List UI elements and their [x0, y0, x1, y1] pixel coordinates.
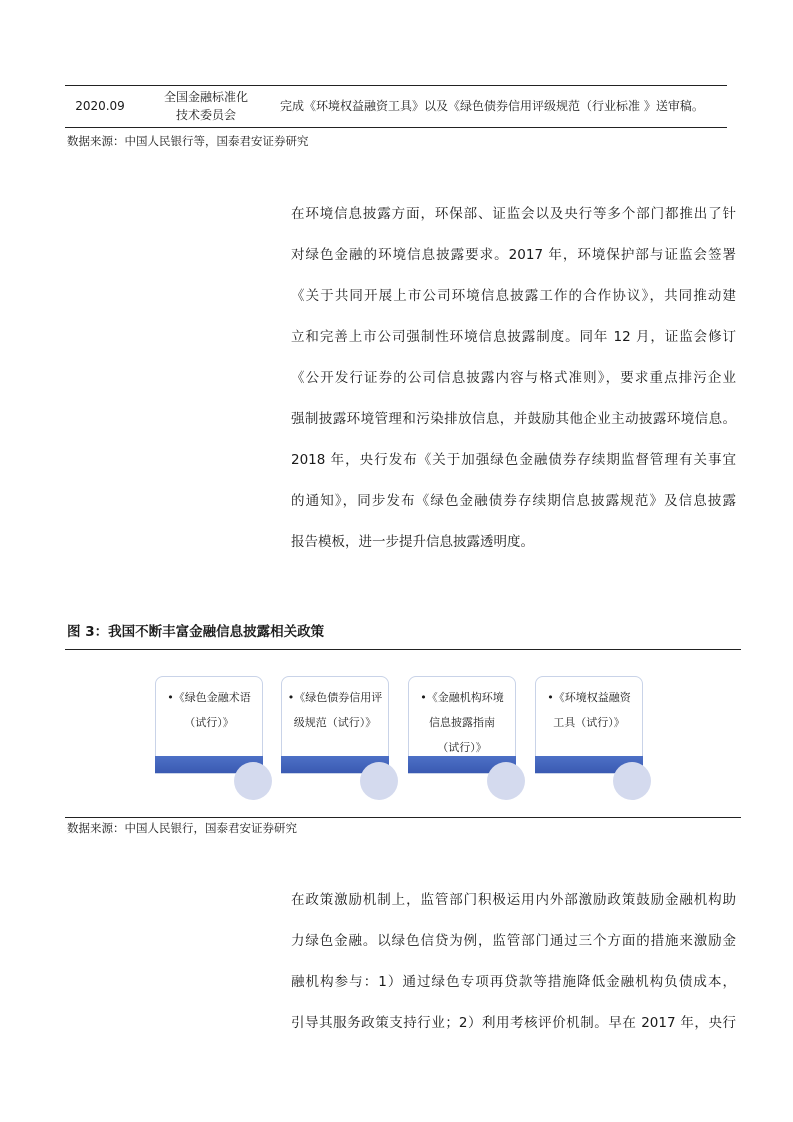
policy-card-1	[155, 676, 263, 774]
decorative-circle	[234, 762, 272, 800]
source-note-1: 数据来源：中国人民银行等，国泰君安证券研究	[67, 134, 309, 148]
source-note-2: 数据来源：中国人民银行，国泰君安证券研究	[67, 821, 297, 835]
table-bottom-rule	[65, 127, 727, 128]
paragraph-line: 在环境信息披露方面，环保部、证监会以及央行等多个部门都推出了针	[291, 206, 736, 222]
paragraph-line: 《公开发行证券的公司信息披露内容与格式准则》，要求重点排污企业	[291, 370, 736, 386]
policy-card-line: （试行）》	[437, 741, 487, 754]
paragraph-line: 2018 年，央行发布《关于加强绿色金融债券存续期监督管理有关事宜	[291, 452, 736, 468]
policy-card-3	[408, 676, 516, 774]
paragraph-line: 融机构参与：1）通过绿色专项再贷款等措施降低金融机构负债成本，	[291, 974, 736, 990]
table-cell-org-line1: 全国金融标准化	[163, 90, 248, 104]
policy-card-line: 信息披露指南	[429, 716, 495, 729]
paragraph-line: 在政策激励机制上，监管部门积极运用内外部激励政策鼓励金融机构助	[291, 892, 736, 908]
paragraph-line: 报告模板，进一步提升信息披露透明度。	[291, 534, 534, 550]
paragraph-line: 强制披露环境管理和污染排放信息，并鼓励其他企业主动披露环境信息。	[291, 411, 736, 427]
paragraph-line: 的通知》，同步发布《绿色金融债券存续期信息披露规范》及信息披露	[291, 493, 736, 509]
figure-title: 图 3：我国不断丰富金融信息披露相关政策	[67, 624, 325, 640]
policy-card-line: •《金融机构环境	[420, 691, 504, 704]
paragraph-line: 立和完善上市公司强制性环境信息披露制度。同年 12 月，证监会修订	[291, 329, 736, 345]
policy-card-line: （试行）》	[184, 716, 234, 729]
decorative-circle	[613, 762, 651, 800]
figure-top-rule	[65, 649, 741, 650]
paragraph-line: 《关于共同开展上市公司环境信息披露工作的合作协议》，共同推动建	[291, 288, 736, 304]
decorative-circle	[360, 762, 398, 800]
table-cell-org-line2: 技术委员会	[175, 108, 236, 122]
policy-card-line: •《绿色金融术语	[167, 691, 251, 704]
table-cell-date: 2020.09	[75, 99, 125, 113]
table-cell-description: 完成《环境权益融资工具》以及《绿色债券信用评级规范（行业标准 》送审稿。	[280, 99, 704, 113]
paragraph-line: 对绿色金融的环境信息披露要求。2017 年，环境保护部与证监会签署	[291, 247, 736, 263]
table-cell-org	[150, 88, 262, 124]
policy-card-2	[281, 676, 389, 774]
policy-card-4	[535, 676, 643, 774]
decorative-circle	[487, 762, 525, 800]
policy-card-line: •《环境权益融资	[547, 691, 631, 704]
paragraph-line: 力绿色金融。以绿色信贷为例，监管部门通过三个方面的措施来激励金	[291, 933, 736, 949]
paragraph-line: 引导其服务政策支持行业；2）利用考核评价机制。早在 2017 年，央行	[291, 1015, 736, 1031]
policy-card-line: •《绿色债券信用评	[287, 691, 383, 704]
table-top-rule	[65, 85, 727, 86]
policy-card-line: 级规范（试行）》	[293, 716, 377, 729]
figure-bottom-rule	[65, 817, 741, 818]
body-paragraph-2	[291, 886, 736, 1050]
policy-card-line: 工具（试行）》	[553, 716, 625, 729]
body-paragraph-1	[291, 200, 736, 569]
